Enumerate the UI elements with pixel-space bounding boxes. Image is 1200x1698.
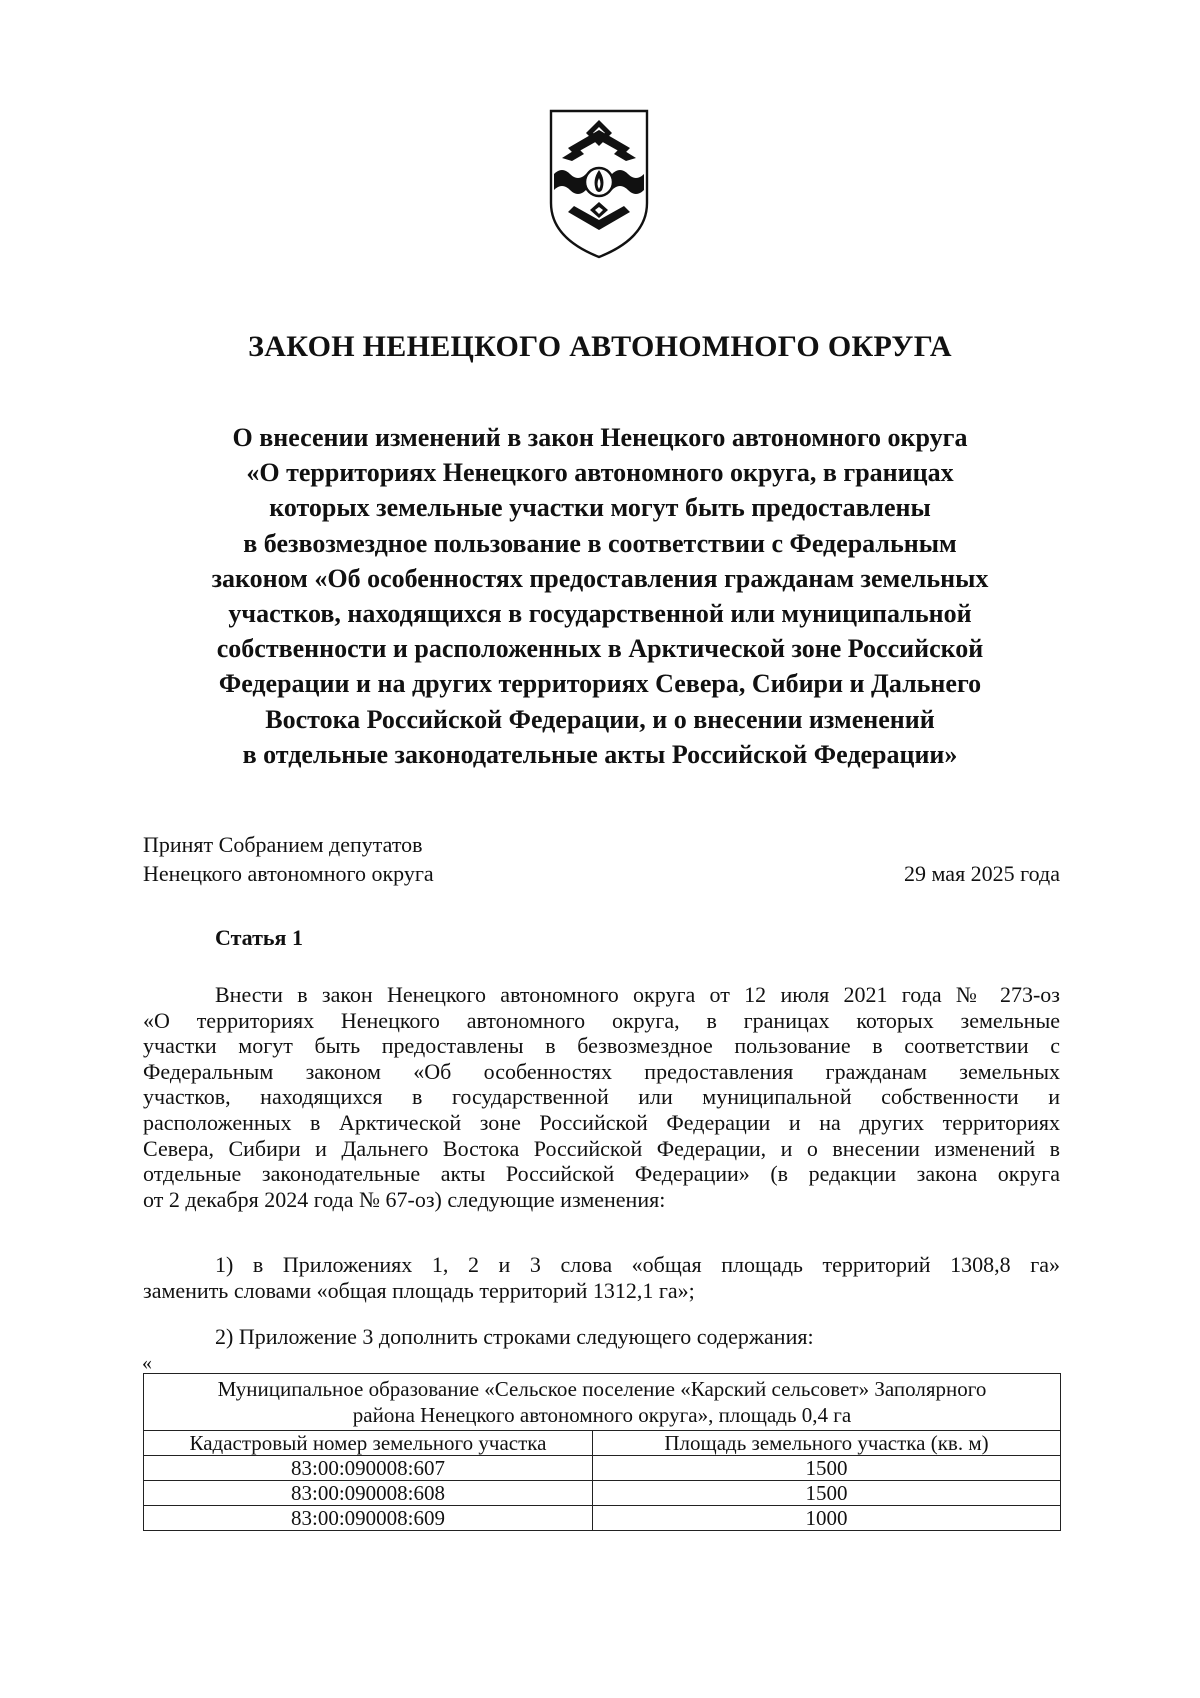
paragraph-line: участков, находящихся в государственной или муниципальной собственности и (143, 1084, 1060, 1110)
paragraph-line: Севера, Сибири и Дальнего Востока Российской Федерации, и о внесении изменений в (143, 1135, 1060, 1161)
subtitle-line: в отдельные законодательные акты Российской Федерации» (242, 739, 958, 769)
column-header-cadastral: Кадастровый номер земельного участка (144, 1431, 593, 1456)
paragraph-line: расположенных в Арктической зоне Российской Федерации и на других территориях (143, 1109, 1060, 1135)
paragraph-line: от 2 декабря 2024 года № 67-оз) следующие изменения: (143, 1186, 666, 1212)
area-cell: 1500 (593, 1481, 1061, 1506)
caption-line: района Ненецкого автономного округа», площадь 0,4 га (352, 1403, 852, 1427)
amendment-item-1 (143, 1252, 1060, 1303)
table-row (144, 1456, 1061, 1481)
table-caption (144, 1374, 1061, 1431)
subtitle-line: собственности и расположенных в Арктической зоне Российской (216, 634, 984, 664)
adoption-line: Ненецкого автономного округа (143, 861, 434, 886)
law-title: ЗАКОН НЕНЕЦКОГО АВТОНОМНОГО ОКРУГА (248, 330, 952, 363)
paragraph-line: 1) в Приложениях 1, 2 и 3 слова «общая площадь территорий 1308,8 га» (215, 1252, 1060, 1277)
table-caption-row (144, 1374, 1061, 1431)
subtitle-line: участков, находящихся в государственной или муниципальной (228, 599, 972, 629)
paragraph-line: участки могут быть предоставлены в безвозмездное пользование в соответствии с (143, 1033, 1060, 1059)
cadastral-number-cell: 83:00:090008:607 (144, 1456, 593, 1481)
paragraph-line: заменить словами «общая площадь территорий 1312,1 га»; (143, 1277, 695, 1303)
column-header-area: Площадь земельного участка (кв. м) (593, 1431, 1061, 1456)
adoption-line: Принят Собранием депутатов (143, 832, 423, 857)
paragraph-line: Внести в закон Ненецкого автономного округа от 12 июля 2021 года № 273-оз (215, 982, 1060, 1007)
table-row (144, 1481, 1061, 1506)
paragraph-line: «О территориях Ненецкого автономного округа, в границах которых земельные (143, 1007, 1060, 1033)
subtitle-line: в безвозмездное пользование в соответствии с Федеральным (243, 528, 957, 558)
subtitle-line: Федерации и на других территориях Севера, Сибири и Дальнего (218, 669, 982, 699)
paragraph-line: отдельные законодательные акты Российской Федерации» (в редакции закона округа (143, 1161, 1060, 1187)
subtitle-line: законом «Об особенностях предоставления гражданам земельных (211, 563, 989, 593)
coat-of-arms-icon (548, 108, 650, 260)
article-intro-paragraph (143, 982, 1060, 1212)
amendment-item-2: 2) Приложение 3 дополнить строками следующего содержания: (215, 1324, 814, 1349)
paragraph-line: Федеральным законом «Об особенностях предоставления гражданам земельных (143, 1058, 1060, 1084)
caption-line: Муниципальное образование «Сельское поселение «Карский сельсовет» Заполярного (217, 1377, 987, 1401)
subtitle-line: которых земельные участки могут быть предоставлены (269, 493, 931, 523)
adoption-date: 29 мая 2025 года (904, 861, 1060, 886)
adoption-statement (143, 830, 434, 888)
subtitle-line: О внесении изменений в закон Ненецкого автономного округа (232, 423, 968, 452)
opening-quote: « (142, 1352, 152, 1374)
subtitle-line: Востока Российской Федерации, и о внесении изменений (265, 704, 935, 734)
article-heading: Статья 1 (215, 925, 303, 950)
table-row (144, 1506, 1061, 1531)
cadastral-number-cell: 83:00:090008:608 (144, 1481, 593, 1506)
subtitle-line: «О территориях Ненецкого автономного округа, в границах (246, 458, 954, 488)
land-plots-table (143, 1373, 1061, 1531)
law-subtitle (150, 420, 1050, 772)
area-cell: 1500 (593, 1456, 1061, 1481)
cadastral-number-cell: 83:00:090008:609 (144, 1506, 593, 1531)
area-cell: 1000 (593, 1506, 1061, 1531)
table-header-row (144, 1431, 1061, 1456)
